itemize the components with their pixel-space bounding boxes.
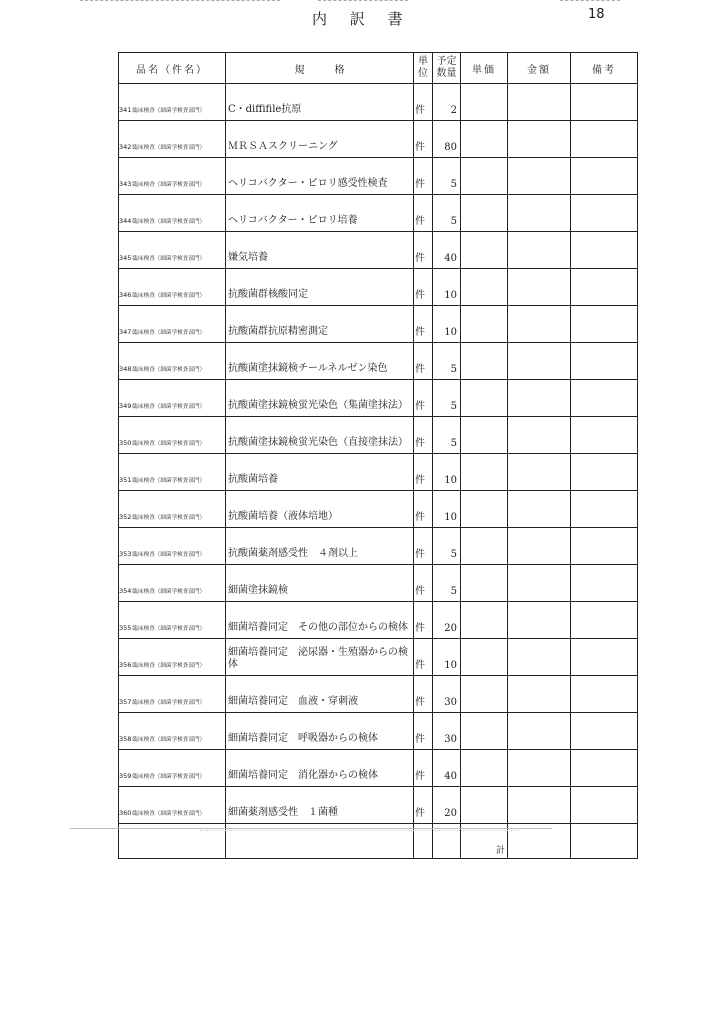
cell-price xyxy=(461,232,508,269)
cell-note xyxy=(571,565,638,602)
cell-item-name xyxy=(119,306,226,343)
cell-qty: 5 xyxy=(433,158,461,195)
cell-price xyxy=(461,343,508,380)
cell-unit: 件 xyxy=(414,565,433,602)
cell-unit: 件 xyxy=(414,602,433,639)
cell-note xyxy=(571,84,638,121)
cell-item-name xyxy=(119,269,226,306)
item-name: 臨床検査（細菌学検査部門） xyxy=(132,626,206,632)
cell-unit: 件 xyxy=(414,639,433,676)
cell-spec: 細菌培養同定 消化器からの検体 xyxy=(226,750,414,787)
cell-qty: 5 xyxy=(433,417,461,454)
table-row xyxy=(119,269,638,306)
cell-price xyxy=(461,676,508,713)
cell-note xyxy=(571,750,638,787)
item-name: 臨床検査（細菌学検査部門） xyxy=(132,663,206,669)
table-row xyxy=(119,750,638,787)
cell-qty: 5 xyxy=(433,195,461,232)
table-row xyxy=(119,380,638,417)
cell-item-name xyxy=(119,787,226,824)
scan-artifact xyxy=(80,0,280,4)
cell-price xyxy=(461,639,508,676)
cell-spec: 抗酸菌薬剤感受性 ４剤以上 xyxy=(226,528,414,565)
table-row xyxy=(119,491,638,528)
item-name: 臨床検査（細菌学検査部門） xyxy=(132,552,206,558)
cell-item-name xyxy=(119,491,226,528)
cell-price xyxy=(461,713,508,750)
cell-unit: 件 xyxy=(414,676,433,713)
table-row xyxy=(119,639,638,676)
item-name: 臨床検査（細菌学検査部門） xyxy=(132,145,206,151)
cell-note xyxy=(571,676,638,713)
cell-unit: 件 xyxy=(414,417,433,454)
scan-artifact xyxy=(318,0,408,4)
cell-price xyxy=(461,454,508,491)
item-name: 臨床検査（細菌学検査部門） xyxy=(132,774,206,780)
cell-qty: 2 xyxy=(433,84,461,121)
cell-spec: 細菌培養同定 その他の部位からの検体 xyxy=(226,602,414,639)
cell-note xyxy=(571,195,638,232)
item-name: 臨床検査（細菌学検査部門） xyxy=(132,330,206,336)
cell-price xyxy=(461,565,508,602)
cell-unit: 件 xyxy=(414,195,433,232)
col-header-unit: 単位 xyxy=(414,53,433,84)
cell-qty: 80 xyxy=(433,121,461,158)
cell-spec: 抗酸菌培養（液体培地） xyxy=(226,491,414,528)
row-number: 345 xyxy=(119,254,132,262)
item-name: 臨床検査（細菌学検査部門） xyxy=(132,108,206,114)
cell-qty: 10 xyxy=(433,269,461,306)
cell-spec: ＭＲＳＡスクリーニング xyxy=(226,121,414,158)
item-name: 臨床検査（細菌学検査部門） xyxy=(132,367,206,373)
cell-qty: 10 xyxy=(433,306,461,343)
cell-item-name xyxy=(119,565,226,602)
table-row xyxy=(119,232,638,269)
cell-note xyxy=(571,343,638,380)
cell-item-name xyxy=(119,454,226,491)
item-name: 臨床検査（細菌学検査部門） xyxy=(132,293,206,299)
table-row xyxy=(119,417,638,454)
table-header-row xyxy=(119,53,638,84)
row-number: 342 xyxy=(119,143,132,151)
table-row xyxy=(119,343,638,380)
cell-spec: 抗酸菌培養 xyxy=(226,454,414,491)
item-name: 臨床検査（細菌学検査部門） xyxy=(132,515,206,521)
col-header-amount: 金額 xyxy=(508,53,571,84)
table-row xyxy=(119,454,638,491)
col-header-spec: 規 格 xyxy=(226,53,414,84)
cell-unit: 件 xyxy=(414,454,433,491)
row-number: 351 xyxy=(119,476,132,484)
cell-note xyxy=(571,158,638,195)
cell-unit: 件 xyxy=(414,84,433,121)
col-header-price: 単価 xyxy=(461,53,508,84)
cell-spec: 抗酸菌塗抹鏡検蛍光染色（集菌塗抹法） xyxy=(226,380,414,417)
cell-price xyxy=(461,306,508,343)
cell-amount xyxy=(508,602,571,639)
cell-qty: 30 xyxy=(433,676,461,713)
table-row xyxy=(119,565,638,602)
cell-item-name xyxy=(119,528,226,565)
cell-qty: 10 xyxy=(433,491,461,528)
cell-unit: 件 xyxy=(414,158,433,195)
cell-note xyxy=(571,787,638,824)
cell-price xyxy=(461,528,508,565)
cell-amount xyxy=(508,454,571,491)
item-name: 臨床検査（細菌学検査部門） xyxy=(132,589,206,595)
row-number: 353 xyxy=(119,550,132,558)
cell-qty: 10 xyxy=(433,454,461,491)
row-number: 355 xyxy=(119,624,132,632)
cell-note xyxy=(571,232,638,269)
cell-unit: 件 xyxy=(414,232,433,269)
table-row xyxy=(119,528,638,565)
cell-amount xyxy=(508,417,571,454)
row-number: 348 xyxy=(119,365,132,373)
cell-spec: C・diffifile抗原 xyxy=(226,84,414,121)
cell-amount xyxy=(508,121,571,158)
item-name: 臨床検査（細菌学検査部門） xyxy=(132,441,206,447)
cell-spec: 細菌培養同定 泌尿器・生殖器からの検体 xyxy=(226,639,414,676)
cell-qty: 10 xyxy=(433,639,461,676)
row-number: 352 xyxy=(119,513,132,521)
cell-amount xyxy=(508,528,571,565)
cell-price xyxy=(461,195,508,232)
cell-price xyxy=(461,380,508,417)
cell-spec: ヘリコバクター・ピロリ培養 xyxy=(226,195,414,232)
cell-spec: ヘリコバクター・ピロリ感受性検査 xyxy=(226,158,414,195)
cell-note xyxy=(571,269,638,306)
cell-unit: 件 xyxy=(414,713,433,750)
cell-item-name xyxy=(119,195,226,232)
row-number: 358 xyxy=(119,735,132,743)
cell-unit: 件 xyxy=(414,269,433,306)
cell-qty: 5 xyxy=(433,528,461,565)
cell-spec: 嫌気培養 xyxy=(226,232,414,269)
cell-amount xyxy=(508,158,571,195)
cell-amount xyxy=(508,713,571,750)
cell-qty: 40 xyxy=(433,232,461,269)
cell-amount xyxy=(508,232,571,269)
cell-note xyxy=(571,121,638,158)
col-header-qty: 予定数量 xyxy=(433,53,461,84)
row-number: 347 xyxy=(119,328,132,336)
cell-price xyxy=(461,84,508,121)
cell-amount xyxy=(508,491,571,528)
cell-price xyxy=(461,787,508,824)
cell-amount xyxy=(508,565,571,602)
cell-note xyxy=(571,380,638,417)
cell-spec: 細菌培養同定 血液・穿刺液 xyxy=(226,676,414,713)
table-body xyxy=(119,84,638,859)
cell-item-name xyxy=(119,750,226,787)
cell-note xyxy=(571,713,638,750)
table-row xyxy=(119,306,638,343)
cell-item-name xyxy=(119,232,226,269)
cell-item-name xyxy=(119,343,226,380)
cell-price xyxy=(461,750,508,787)
document-title: 内 訳 書 xyxy=(312,10,412,28)
cell-unit: 件 xyxy=(414,787,433,824)
cell-spec: 細菌薬剤感受性 １菌種 xyxy=(226,787,414,824)
cell-amount xyxy=(508,269,571,306)
cell-price xyxy=(461,269,508,306)
table-row xyxy=(119,676,638,713)
cell-spec: 抗酸菌塗抹鏡検蛍光染色（直接塗抹法） xyxy=(226,417,414,454)
cell-note xyxy=(571,639,638,676)
table-row xyxy=(119,602,638,639)
cell-price xyxy=(461,158,508,195)
cell-qty: 20 xyxy=(433,787,461,824)
cell-amount xyxy=(508,343,571,380)
cell-amount xyxy=(508,306,571,343)
row-number: 344 xyxy=(119,217,132,225)
total-cell-note xyxy=(571,824,638,859)
item-name: 臨床検査（細菌学検査部門） xyxy=(132,811,206,817)
row-number: 356 xyxy=(119,661,132,669)
cell-qty: 5 xyxy=(433,565,461,602)
cell-item-name xyxy=(119,713,226,750)
row-number: 354 xyxy=(119,587,132,595)
item-name: 臨床検査（細菌学検査部門） xyxy=(132,219,206,225)
cell-spec: 細菌塗抹鏡検 xyxy=(226,565,414,602)
cell-unit: 件 xyxy=(414,306,433,343)
col-header-name: 品名（件名） xyxy=(119,53,226,84)
cell-amount xyxy=(508,787,571,824)
cell-qty: 5 xyxy=(433,380,461,417)
row-number: 349 xyxy=(119,402,132,410)
cell-note xyxy=(571,306,638,343)
cell-amount xyxy=(508,84,571,121)
row-number: 357 xyxy=(119,698,132,706)
scan-artifact xyxy=(560,0,620,4)
cell-price xyxy=(461,602,508,639)
page-number: 18 xyxy=(588,7,605,22)
item-name: 臨床検査（細菌学検査部門） xyxy=(132,256,206,262)
cell-unit: 件 xyxy=(414,491,433,528)
cell-item-name xyxy=(119,121,226,158)
cell-qty: 5 xyxy=(433,343,461,380)
item-name: 臨床検査（細菌学検査部門） xyxy=(132,737,206,743)
row-number: 343 xyxy=(119,180,132,188)
cell-amount xyxy=(508,380,571,417)
cell-qty: 20 xyxy=(433,602,461,639)
cell-unit: 件 xyxy=(414,121,433,158)
cell-note xyxy=(571,417,638,454)
row-number: 359 xyxy=(119,772,132,780)
item-name: 臨床検査（細菌学検査部門） xyxy=(132,700,206,706)
table-row xyxy=(119,713,638,750)
cell-amount xyxy=(508,750,571,787)
total-label: 計 xyxy=(461,824,508,859)
table-row xyxy=(119,84,638,121)
row-number: 341 xyxy=(119,106,132,114)
cell-unit: 件 xyxy=(414,343,433,380)
breakdown-table xyxy=(118,52,638,859)
cell-item-name xyxy=(119,84,226,121)
cell-price xyxy=(461,121,508,158)
table-row xyxy=(119,158,638,195)
cell-amount xyxy=(508,676,571,713)
cell-item-name xyxy=(119,602,226,639)
cell-spec: 抗酸菌群核酸同定 xyxy=(226,269,414,306)
cell-price xyxy=(461,417,508,454)
cell-item-name xyxy=(119,380,226,417)
item-name: 臨床検査（細菌学検査部門） xyxy=(132,478,206,484)
col-header-note: 備考 xyxy=(571,53,638,84)
scan-artifact-line xyxy=(200,830,520,831)
scan-artifact-line xyxy=(70,828,552,829)
table-row xyxy=(119,787,638,824)
cell-amount xyxy=(508,639,571,676)
cell-item-name xyxy=(119,676,226,713)
cell-note xyxy=(571,491,638,528)
table-row xyxy=(119,121,638,158)
cell-qty: 30 xyxy=(433,713,461,750)
cell-item-name xyxy=(119,639,226,676)
table-row xyxy=(119,195,638,232)
cell-item-name xyxy=(119,417,226,454)
cell-spec: 細菌培養同定 呼吸器からの検体 xyxy=(226,713,414,750)
cell-note xyxy=(571,602,638,639)
row-number: 346 xyxy=(119,291,132,299)
cell-qty: 40 xyxy=(433,750,461,787)
cell-amount xyxy=(508,195,571,232)
item-name: 臨床検査（細菌学検査部門） xyxy=(132,404,206,410)
cell-unit: 件 xyxy=(414,528,433,565)
item-name: 臨床検査（細菌学検査部門） xyxy=(132,182,206,188)
cell-spec: 抗酸菌群抗原精密測定 xyxy=(226,306,414,343)
cell-item-name xyxy=(119,158,226,195)
row-number: 360 xyxy=(119,809,132,817)
cell-spec: 抗酸菌塗抹鏡検チールネルゼン染色 xyxy=(226,343,414,380)
cell-price xyxy=(461,491,508,528)
cell-unit: 件 xyxy=(414,380,433,417)
cell-unit: 件 xyxy=(414,750,433,787)
row-number: 350 xyxy=(119,439,132,447)
cell-note xyxy=(571,454,638,491)
cell-note xyxy=(571,528,638,565)
